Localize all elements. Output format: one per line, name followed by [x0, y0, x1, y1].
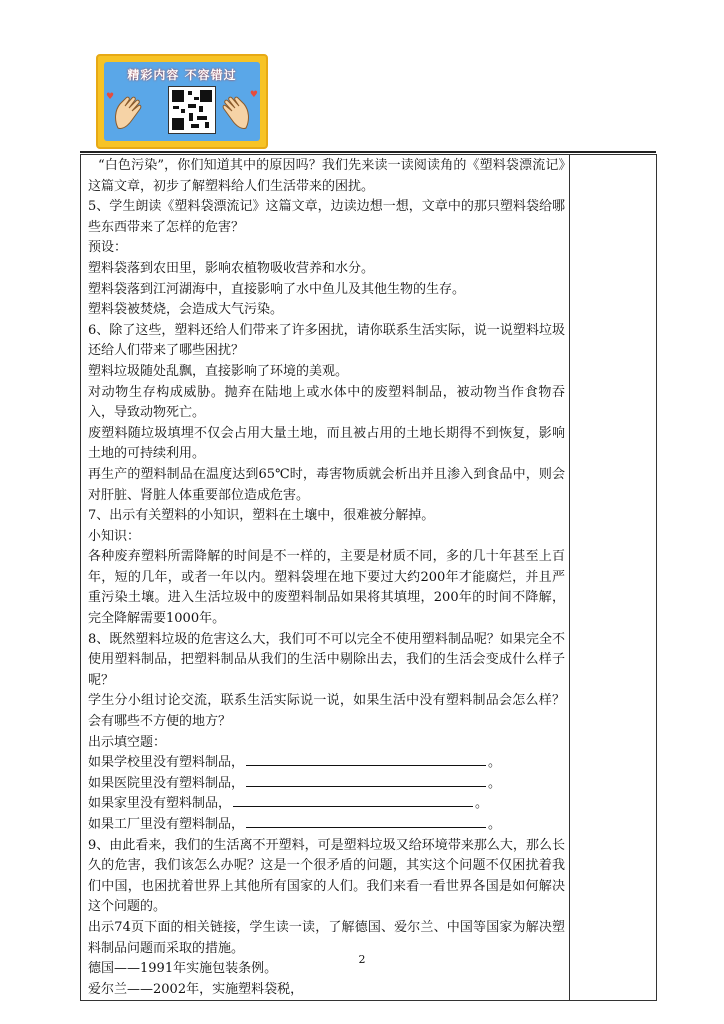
lesson-content [81, 155, 569, 1000]
paragraph: 德国——1991年实施包装条例。 [88, 961, 278, 977]
content-cell [81, 155, 570, 1001]
banner-panel [104, 62, 260, 141]
fill-blank-prompt: 如果工厂里没有塑料制品， [88, 817, 245, 832]
blank-input[interactable] [246, 815, 486, 828]
paragraph: 再生产的塑料制品在温度达到65℃时，毒害物质就会析出并且渗入到食品中，则会对肝脏、肾脏人体重要部位造成危害。 [88, 466, 565, 503]
paragraph: 塑料垃圾随处乱飘，直接影响了环境的美观。 [88, 363, 349, 379]
fill-blank-prompt: 如果学校里没有塑料制品， [88, 755, 245, 771]
paragraph: 废塑料随垃圾填埋不仅会占用大量土地，而且被占用的土地长期得不到恢复，影响土地的可持续利用。 [88, 425, 565, 462]
paragraph: 5、学生朗读《塑料袋漂流记》这篇文章，边读边想一想，文章中的那只塑料袋给哪些东西带来了怎样的危害？ [88, 199, 565, 235]
fill-blank-end: 。 [488, 775, 502, 791]
heart-icon: ♥ [249, 90, 258, 100]
paragraph: 塑料袋落到农田里，影响农植物吸收营养和水分。 [88, 260, 375, 276]
paragraph: 小知识： [88, 528, 141, 544]
blank-input[interactable] [246, 774, 486, 787]
paragraph: 出示填空题： [88, 734, 167, 750]
paragraph: 对动物生存构成威胁。抛弃在陆地上或水体中的废塑料制品，被动物当作食物吞入，导致动物死亡。 [88, 384, 565, 421]
fill-blank-end: 。 [488, 755, 502, 771]
paragraph: 6、除了这些，塑料还给人们带来了许多困扰，请你联系生活实际，说一说塑料垃圾还给人们带来了哪些困扰？ [88, 322, 565, 359]
fill-blank-end: 。 [475, 796, 489, 812]
lesson-table [80, 154, 657, 1001]
fill-blank-line [88, 794, 565, 815]
paragraph: 爱尔兰——2002年，实施塑料袋税， [88, 981, 304, 997]
paragraph: 各种废弃塑料所需降解的时间是不一样的，主要是材质不同，多的几十年甚至上百年，短的几年，或者一年以内。塑料袋埋在地下要过大约200年才能腐烂，并且严重污染土壤。进入生活垃圾中的废塑料制品如果将其填埋，200年的时间不降解，完全降解需要1000年。 [88, 549, 565, 627]
fill-blank-line [88, 753, 565, 774]
paragraph: “白色污染”，你们知道其中的原因吗？我们先来读一读阅读角的《塑料袋漂流记》这篇文章，初步了解塑料给人们生活带来的困扰。 [88, 158, 565, 194]
paragraph: 预设： [88, 240, 128, 256]
paragraph: 塑料袋落到江河湖海中，直接影响了水中鱼儿及其他生物的生存。 [88, 281, 466, 297]
qr-code[interactable] [168, 86, 216, 134]
paragraph: 学生分小组讨论交流，联系生活实际说一说，如果生活中没有塑料制品会怎么样？会有哪些不方便的地方？ [88, 693, 565, 730]
promo-banner[interactable] [96, 54, 268, 149]
fill-blank-line [88, 815, 565, 836]
heart-icon: ♥ [106, 92, 115, 102]
notes-cell [570, 155, 657, 1001]
paragraph: 8、既然塑料垃圾的危害这么大，我们可不可以完全不使用塑料制品呢？如果完全不使用塑料制品，把塑料制品从我们的生活中剔除出去，我们的生活会变成什么样子呢？ [88, 631, 565, 688]
fill-blank-prompt: 如果医院里没有塑料制品， [88, 775, 245, 791]
header-rule [80, 151, 656, 153]
page-number: 2 [358, 953, 366, 966]
blank-input[interactable] [246, 753, 486, 766]
paragraph: 塑料袋被焚烧，会造成大气污染。 [88, 302, 284, 318]
banner-text: 精彩内容 不容错过 [127, 68, 237, 82]
blank-input[interactable] [233, 794, 473, 807]
fill-blank-prompt: 如果家里没有塑料制品， [88, 796, 232, 812]
paragraph: 7、出示有关塑料的小知识，塑料在土壤中，很难被分解掉。 [88, 508, 435, 524]
paragraph: 出示74页下面的相关链接，学生读一读，了解德国、爱尔兰、中国等国家为解决塑料制品问题而采取的措施。 [88, 919, 565, 956]
clapping-hand-icon [112, 92, 148, 132]
fill-blank-line [88, 774, 565, 795]
fill-blank-end: 。 [488, 817, 502, 832]
paragraph: 9、由此看来，我们的生活离不开塑料，可是塑料垃圾又给环境带来那么大，那么长久的危害，我们该怎么办呢？这是一个很矛盾的问题，其实这个问题不仅困扰着我们中国，也困扰着世界上其他所有国家的人们。我们来看一看世界各国是如何解决这个问题的。 [88, 837, 565, 915]
clapping-hand-icon [216, 92, 252, 132]
